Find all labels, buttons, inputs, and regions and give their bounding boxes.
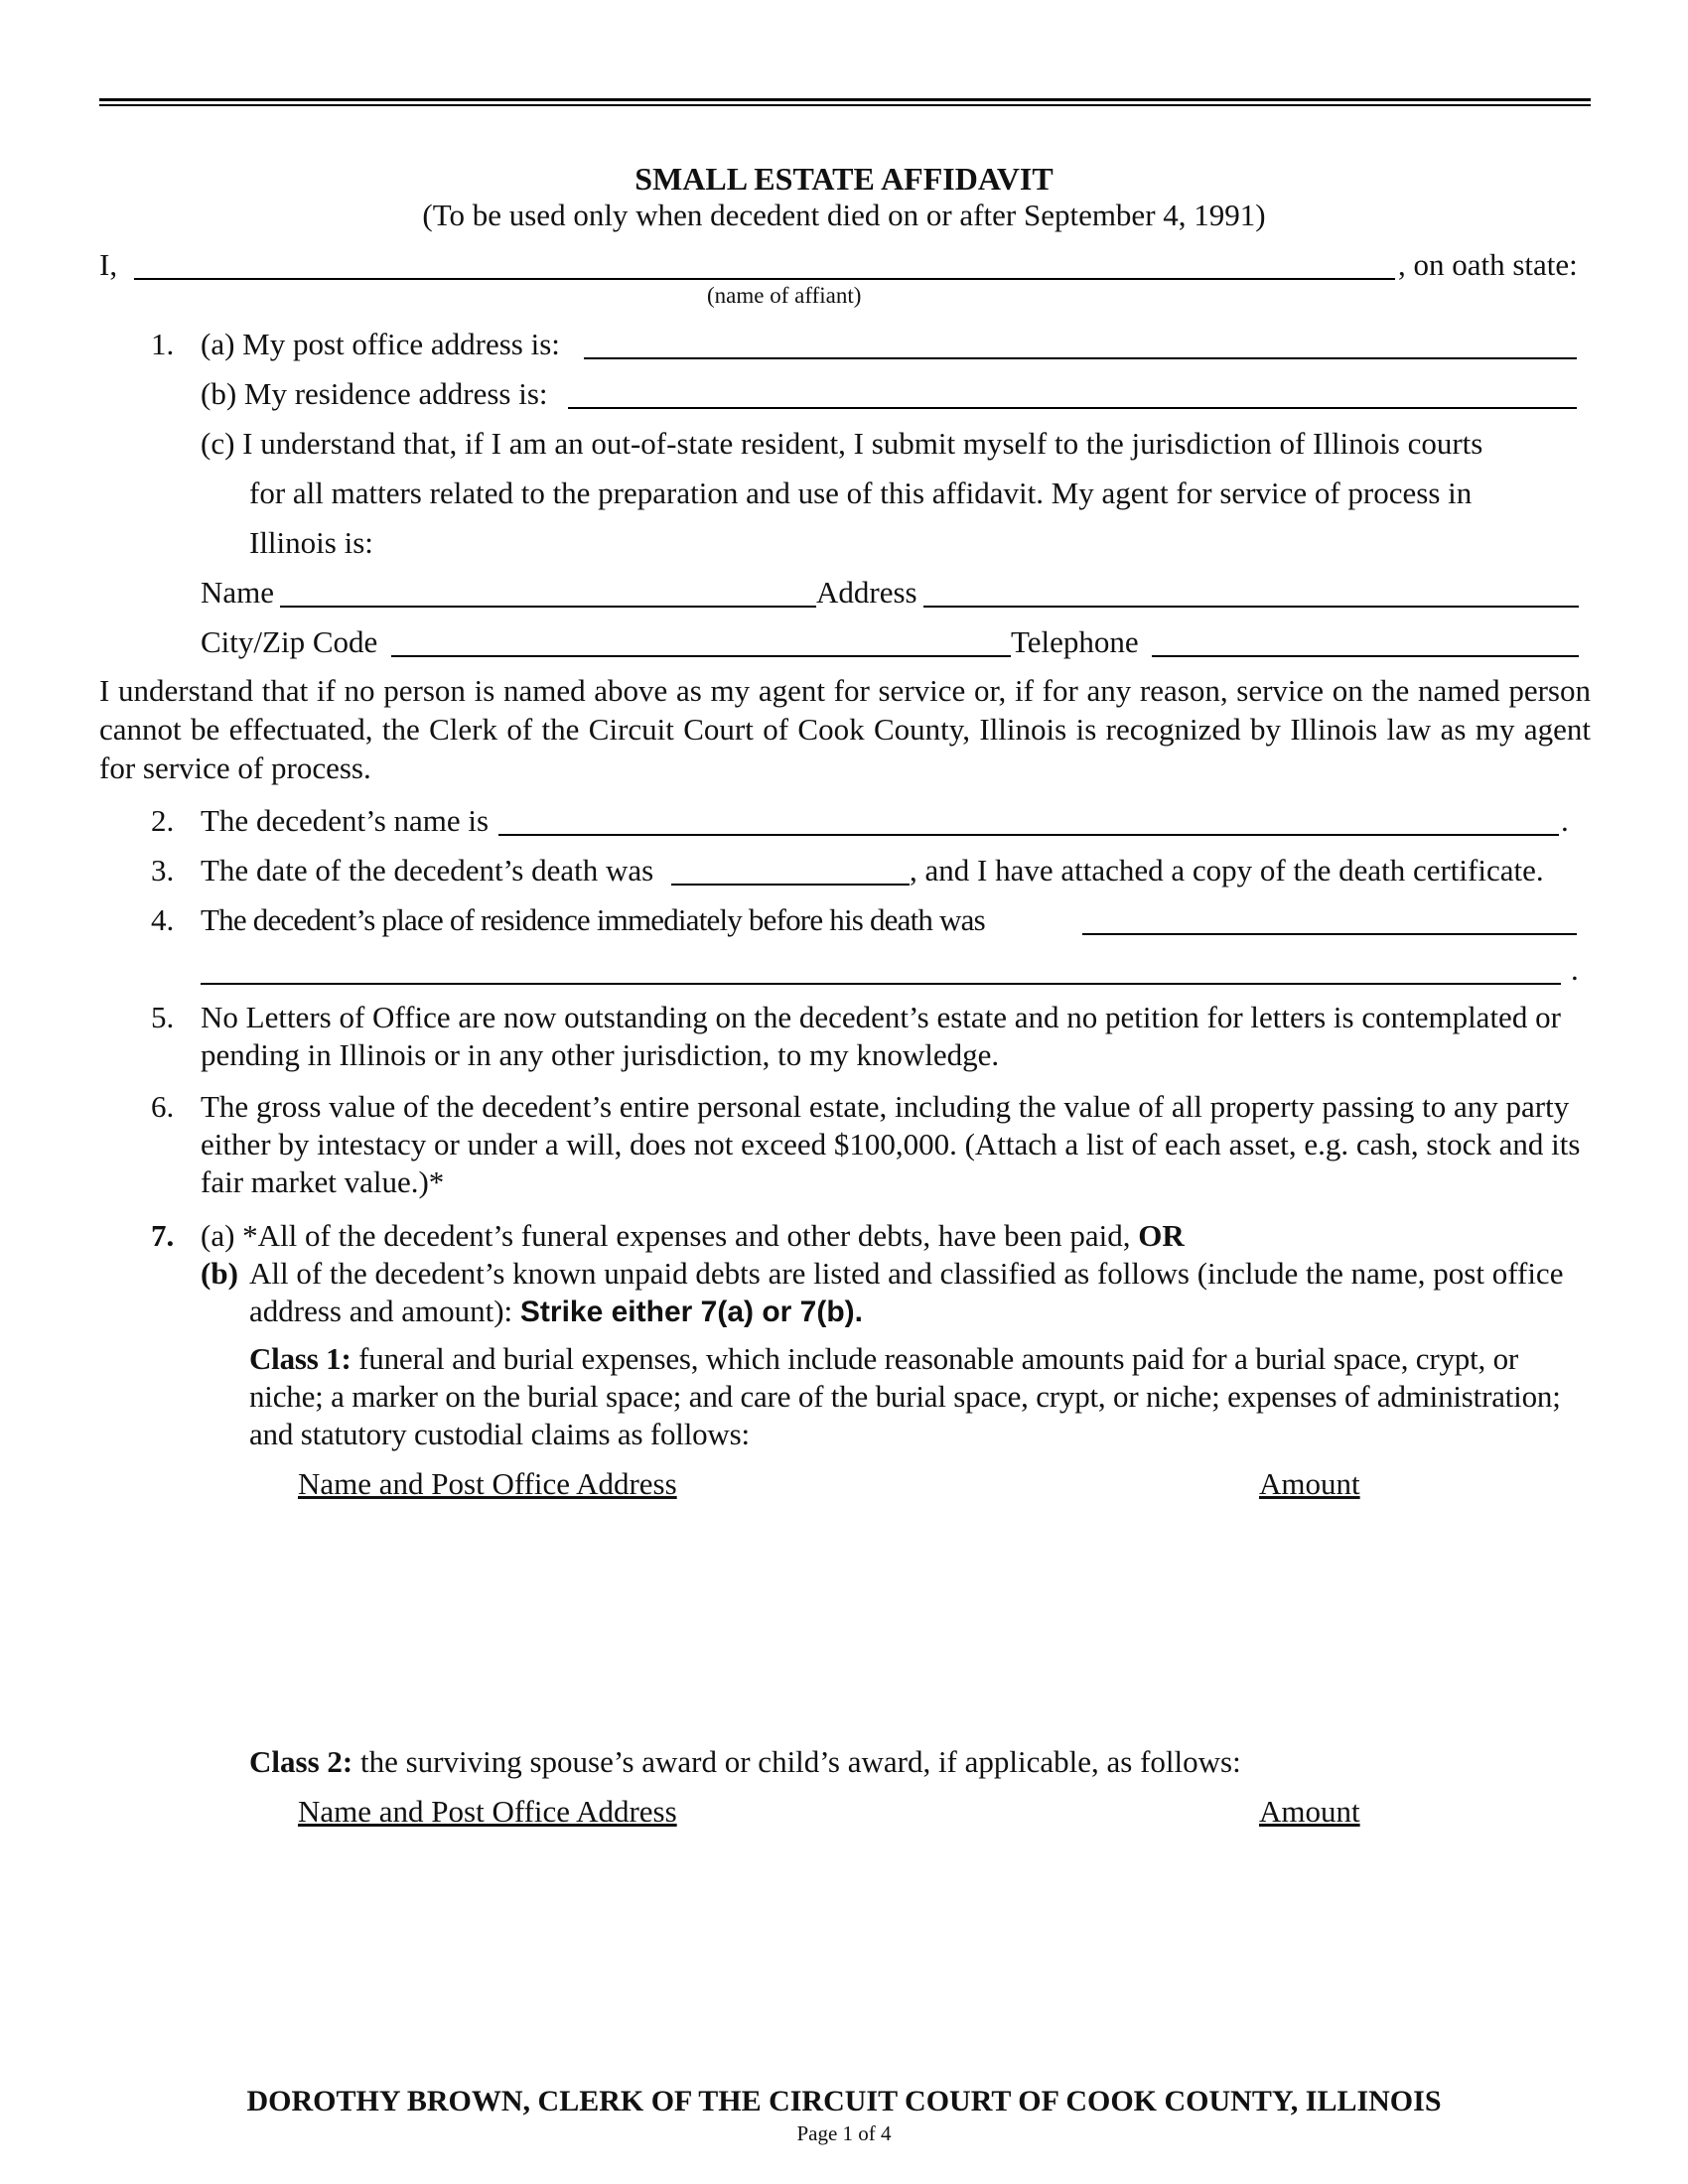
item7-a-or: OR xyxy=(1138,1218,1185,1253)
agent-note: I understand that if no person is named above as my agent for service or, if for any reason, service on the named person cannot be effectuated, the Clerk of the Circuit Court of Cook County, Illinois is recognized by Illinois law as my agent for service of process. xyxy=(99,673,1591,785)
class2-text: the surviving spouse’s award or child’s award, if applicable, as follows: xyxy=(359,1744,1241,1779)
class2-line xyxy=(249,1743,1241,1782)
item4-number: 4. xyxy=(151,902,175,937)
affiant-suffix: , on oath state: xyxy=(1398,247,1578,282)
residence-address-field[interactable] xyxy=(568,379,1577,409)
class1-text: funeral and burial expenses, which include reasonable amounts paid for a burial space, crypt, or niche; a marker on the burial space; and care of the burial space, crypt, or niche; expenses of administration; and statutory custodial claims as follows: xyxy=(249,1341,1561,1451)
item7-b-label: (b) xyxy=(201,1256,238,1291)
affiant-caption: (name of affiant) xyxy=(707,283,862,308)
item1-c-line1: (c) I understand that, if I am an out-of-state resident, I submit myself to the jurisdiction of Illinois courts xyxy=(201,426,1483,461)
item2-number: 2. xyxy=(151,803,175,838)
agent-name-label: Name xyxy=(201,575,275,610)
item7-b-text xyxy=(249,1255,1580,1331)
footer-page-number: Page 1 of 4 xyxy=(796,2121,892,2145)
agent-address-label: Address xyxy=(816,575,917,610)
item6-text: The gross value of the decedent’s entire personal estate, including the value of all property passing to any party either by intestacy or under a will, does not exceed $100,000. (Attach a list of each asset, e.g. cash, stock and its fair market value.)* xyxy=(201,1089,1581,1199)
item1-c-line3: Illinois is: xyxy=(249,525,373,560)
form-subtitle: (To be used only when decedent died on or after September 4, 1991) xyxy=(422,198,1266,232)
item3-after: , and I have attached a copy of the death certificate. xyxy=(910,853,1544,887)
item2-text: The decedent’s name is xyxy=(201,803,490,838)
post-office-address-field[interactable] xyxy=(584,330,1577,359)
item7-b-strike: Strike either 7(a) or 7(b). xyxy=(519,1296,863,1328)
form-title: SMALL ESTATE AFFIDAVIT xyxy=(634,161,1054,197)
item4-text: The decedent’s place of residence immediately before his death was xyxy=(201,902,985,937)
item3-number: 3. xyxy=(151,853,175,887)
footer-clerk: DOROTHY BROWN, CLERK OF THE CIRCUIT COURT OF COOK COUNTY, ILLINOIS xyxy=(246,2085,1442,2117)
item7-b-body: All of the decedent’s known unpaid debts are listed and classified as follows (include the name, post office address and amount): xyxy=(249,1256,1564,1328)
residence-before-death-field-2[interactable] xyxy=(201,955,1561,985)
class1-label: Class 1: xyxy=(249,1341,352,1376)
item1-c-line2: for all matters related to the preparation and use of this affidavit. My agent for service of process in xyxy=(249,476,1473,510)
item1-number: 1. xyxy=(151,327,175,361)
class1-paragraph xyxy=(249,1340,1592,1453)
class1-col-amount: Amount xyxy=(1259,1466,1360,1501)
class2-label: Class 2: xyxy=(249,1744,353,1779)
item7-a-body: (a) *All of the decedent’s funeral expenses and other debts, have been paid, xyxy=(201,1218,1131,1253)
decedent-name-field[interactable] xyxy=(498,806,1559,836)
item6-number: 6. xyxy=(151,1089,175,1124)
top-rule-2 xyxy=(99,104,1591,106)
item3-text: The date of the decedent’s death was xyxy=(201,853,654,887)
affiant-prefix: I, xyxy=(99,247,118,282)
item7-number: 7. xyxy=(151,1218,175,1253)
agent-telephone-field[interactable] xyxy=(1152,627,1579,657)
agent-address-field[interactable] xyxy=(923,578,1579,608)
class2-col-name: Name and Post Office Address xyxy=(298,1794,677,1829)
item5-text: No Letters of Office are now outstanding on the decedent’s estate and no petition for letters is contemplated or pending in Illinois or in any other jurisdiction, to my knowledge. xyxy=(201,1000,1561,1072)
residence-before-death-field[interactable] xyxy=(1082,905,1577,935)
item5-number: 5. xyxy=(151,1000,175,1034)
death-date-field[interactable] xyxy=(671,856,910,886)
class1-col-name: Name and Post Office Address xyxy=(298,1466,677,1501)
item2-end: . xyxy=(1561,803,1569,838)
item1-b-label: (b) My residence address is: xyxy=(201,376,548,411)
affiant-name-field[interactable] xyxy=(134,250,1395,280)
class2-col-amount: Amount xyxy=(1259,1794,1360,1829)
item7-a-text xyxy=(201,1217,1185,1256)
agent-name-field[interactable] xyxy=(280,578,816,608)
item1-a-label: (a) My post office address is: xyxy=(201,327,560,361)
agent-cityzip-label: City/Zip Code xyxy=(201,624,378,659)
agent-telephone-label: Telephone xyxy=(1011,624,1139,659)
item4-end: . xyxy=(1571,952,1579,987)
agent-cityzip-field[interactable] xyxy=(391,627,1011,657)
top-rule-1 xyxy=(99,98,1591,101)
